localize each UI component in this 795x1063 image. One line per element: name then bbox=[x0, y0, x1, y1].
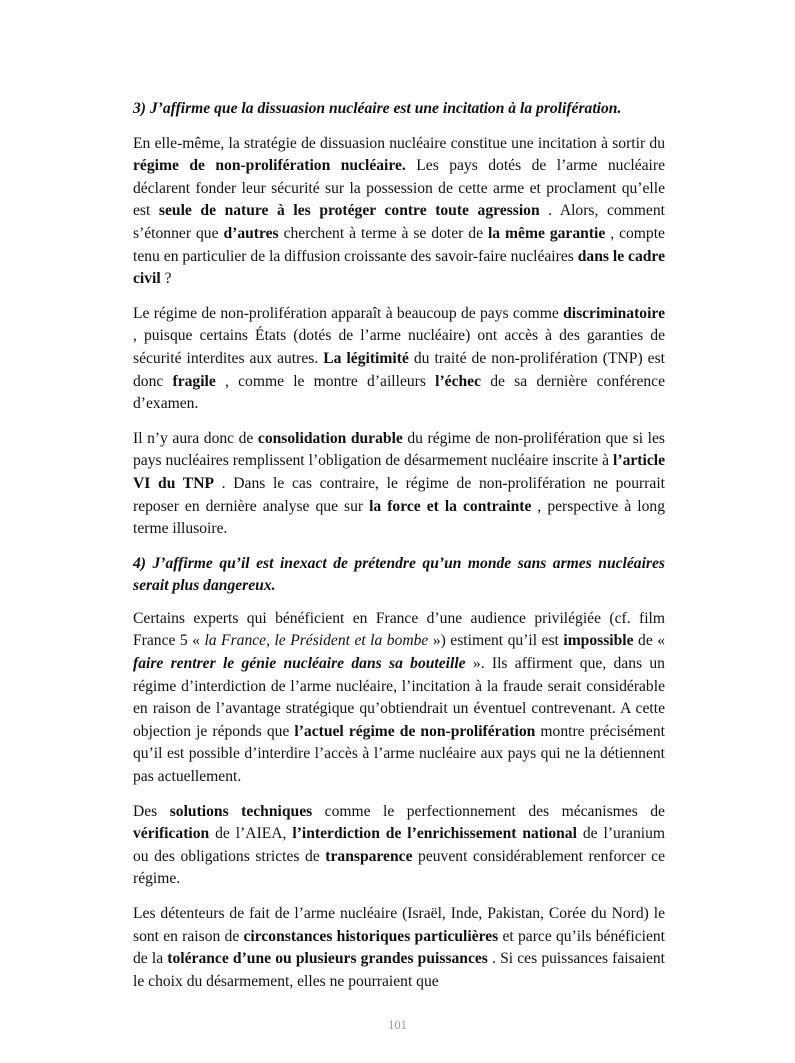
paragraph-1 bbox=[133, 133, 665, 291]
emphasis: d’autres bbox=[223, 224, 279, 242]
text: de l’uranium ou des obligations strictes de bbox=[133, 825, 666, 865]
text: et parce qu’ils bénéficient de la bbox=[133, 927, 665, 968]
text: de « bbox=[633, 632, 666, 650]
emphasis: tolérance d’une ou plusieurs grandes puissances bbox=[167, 950, 488, 968]
text: ». Ils affirment que, dans un régime d’interdiction de l’arme nucléaire, l’incitation à la fraude serait considérable en raison de l’avantage stratégique qu’obtiendrait un éventuel contrevenant. A cette objection je réponds que bbox=[133, 655, 665, 740]
heading-section-4: 4) J’affirme qu’il est inexact de prétendre qu’un monde sans armes nucléaires serait plus dangereux. bbox=[133, 554, 665, 595]
text: ») estiment qu’il est bbox=[428, 632, 564, 650]
text: montre précisément qu’il est possible d’interdire l’accès à l’arme nucléaire aux pays qui ne la détiennent pas actuellement. bbox=[133, 722, 665, 786]
paragraph-2 bbox=[133, 303, 665, 416]
text: peuvent considérablement renforcer ce régime. bbox=[133, 847, 665, 888]
emphasis: l’actuel régime de non-prolifération bbox=[294, 722, 536, 740]
emphasis: La légitimité bbox=[323, 349, 409, 367]
text: , comme le montre d’ailleurs bbox=[215, 372, 436, 390]
emphasis: régime de non-prolifération nucléaire. bbox=[133, 157, 406, 175]
text: du régime de non-prolifération que si les pays nucléaires remplissent l’obligation de désarmement nucléaire inscrite à bbox=[133, 429, 666, 470]
text: , compte tenu en particulier de la diffusion croissante des savoir-faire nucléaires bbox=[133, 224, 665, 265]
emphasis: vérification bbox=[133, 825, 210, 843]
text: Certains experts qui bénéficient en France d’une audience privilégiée (cf. film France 5 « bbox=[133, 609, 665, 650]
emphasis: l’interdiction de l’enrichissement national bbox=[292, 825, 577, 843]
emphasis: discriminatoire bbox=[563, 304, 665, 322]
emphasis: dans le cadre civil bbox=[133, 247, 665, 288]
emphasis: solutions techniques bbox=[169, 802, 313, 820]
text: , puisque certains États (dotés de l’arme nucléaire) ont accès à des garanties de sécurité interdites aux autres. bbox=[133, 327, 665, 367]
quote-emphasis: faire rentrer le génie nucléaire dans sa bouteille bbox=[133, 655, 466, 673]
text: ? bbox=[160, 270, 172, 288]
text: Des bbox=[133, 802, 170, 820]
text: Le régime de non-prolifération apparaît à beaucoup de pays comme bbox=[133, 304, 564, 322]
emphasis: l’article VI du TNP bbox=[133, 452, 665, 492]
text: . Dans le cas contraire, le régime de non-prolifération ne pourrait reposer en dernière analyse que sur bbox=[133, 474, 665, 515]
text: , perspective à long terme illusoire. bbox=[133, 497, 665, 538]
emphasis: fragile bbox=[172, 372, 216, 390]
heading-section-3: 3) J’affirme que la dissuasion nucléaire est une incitation à la prolifération. bbox=[133, 100, 622, 117]
emphasis: seule de nature à les protéger contre toute agression bbox=[158, 202, 540, 220]
text: . Alors, comment s’étonner que bbox=[133, 202, 665, 242]
document-page bbox=[133, 92, 665, 1005]
emphasis: circonstances historiques particulières bbox=[243, 927, 499, 945]
emphasis: l’échec bbox=[435, 372, 482, 390]
text: Les détenteurs de fait de l’arme nucléaire (Israël, Inde, Pakistan, Corée du Nord) le sont en raison de bbox=[133, 905, 665, 945]
text: de sa dernière conférence d’examen. bbox=[133, 372, 666, 413]
text: de l’AIEA, bbox=[209, 825, 293, 843]
text: du traité de non-prolifération (TNP) est donc bbox=[133, 349, 665, 390]
text: comme le perfectionnement des mécanismes de bbox=[312, 802, 665, 820]
emphasis: impossible bbox=[563, 632, 634, 650]
emphasis: consolidation durable bbox=[257, 429, 403, 447]
emphasis: la force et la contrainte bbox=[369, 497, 532, 515]
text: . Si ces puissances faisaient le choix du désarmement, elles ne pourraient que bbox=[133, 950, 665, 990]
film-title: la France, le Président et la bombe bbox=[204, 632, 429, 650]
text: Les pays dotés de l’arme nucléaire déclarent fonder leur sécurité sur la possession de cette arme et proclament qu’elle est bbox=[133, 157, 665, 220]
paragraph-4 bbox=[133, 608, 665, 789]
text: Il n’y aura donc de bbox=[133, 429, 258, 447]
paragraph-3 bbox=[133, 428, 665, 541]
emphasis: la même garantie bbox=[487, 224, 606, 242]
page-number: 101 bbox=[388, 1018, 407, 1032]
text: En elle-même, la stratégie de dissuasion nucléaire constitue une incitation à sortir du bbox=[133, 134, 665, 152]
emphasis: transparence bbox=[325, 847, 413, 865]
paragraph-6 bbox=[133, 903, 665, 993]
text: cherchent à terme à se doter de bbox=[278, 224, 488, 242]
paragraph-5 bbox=[133, 801, 665, 891]
